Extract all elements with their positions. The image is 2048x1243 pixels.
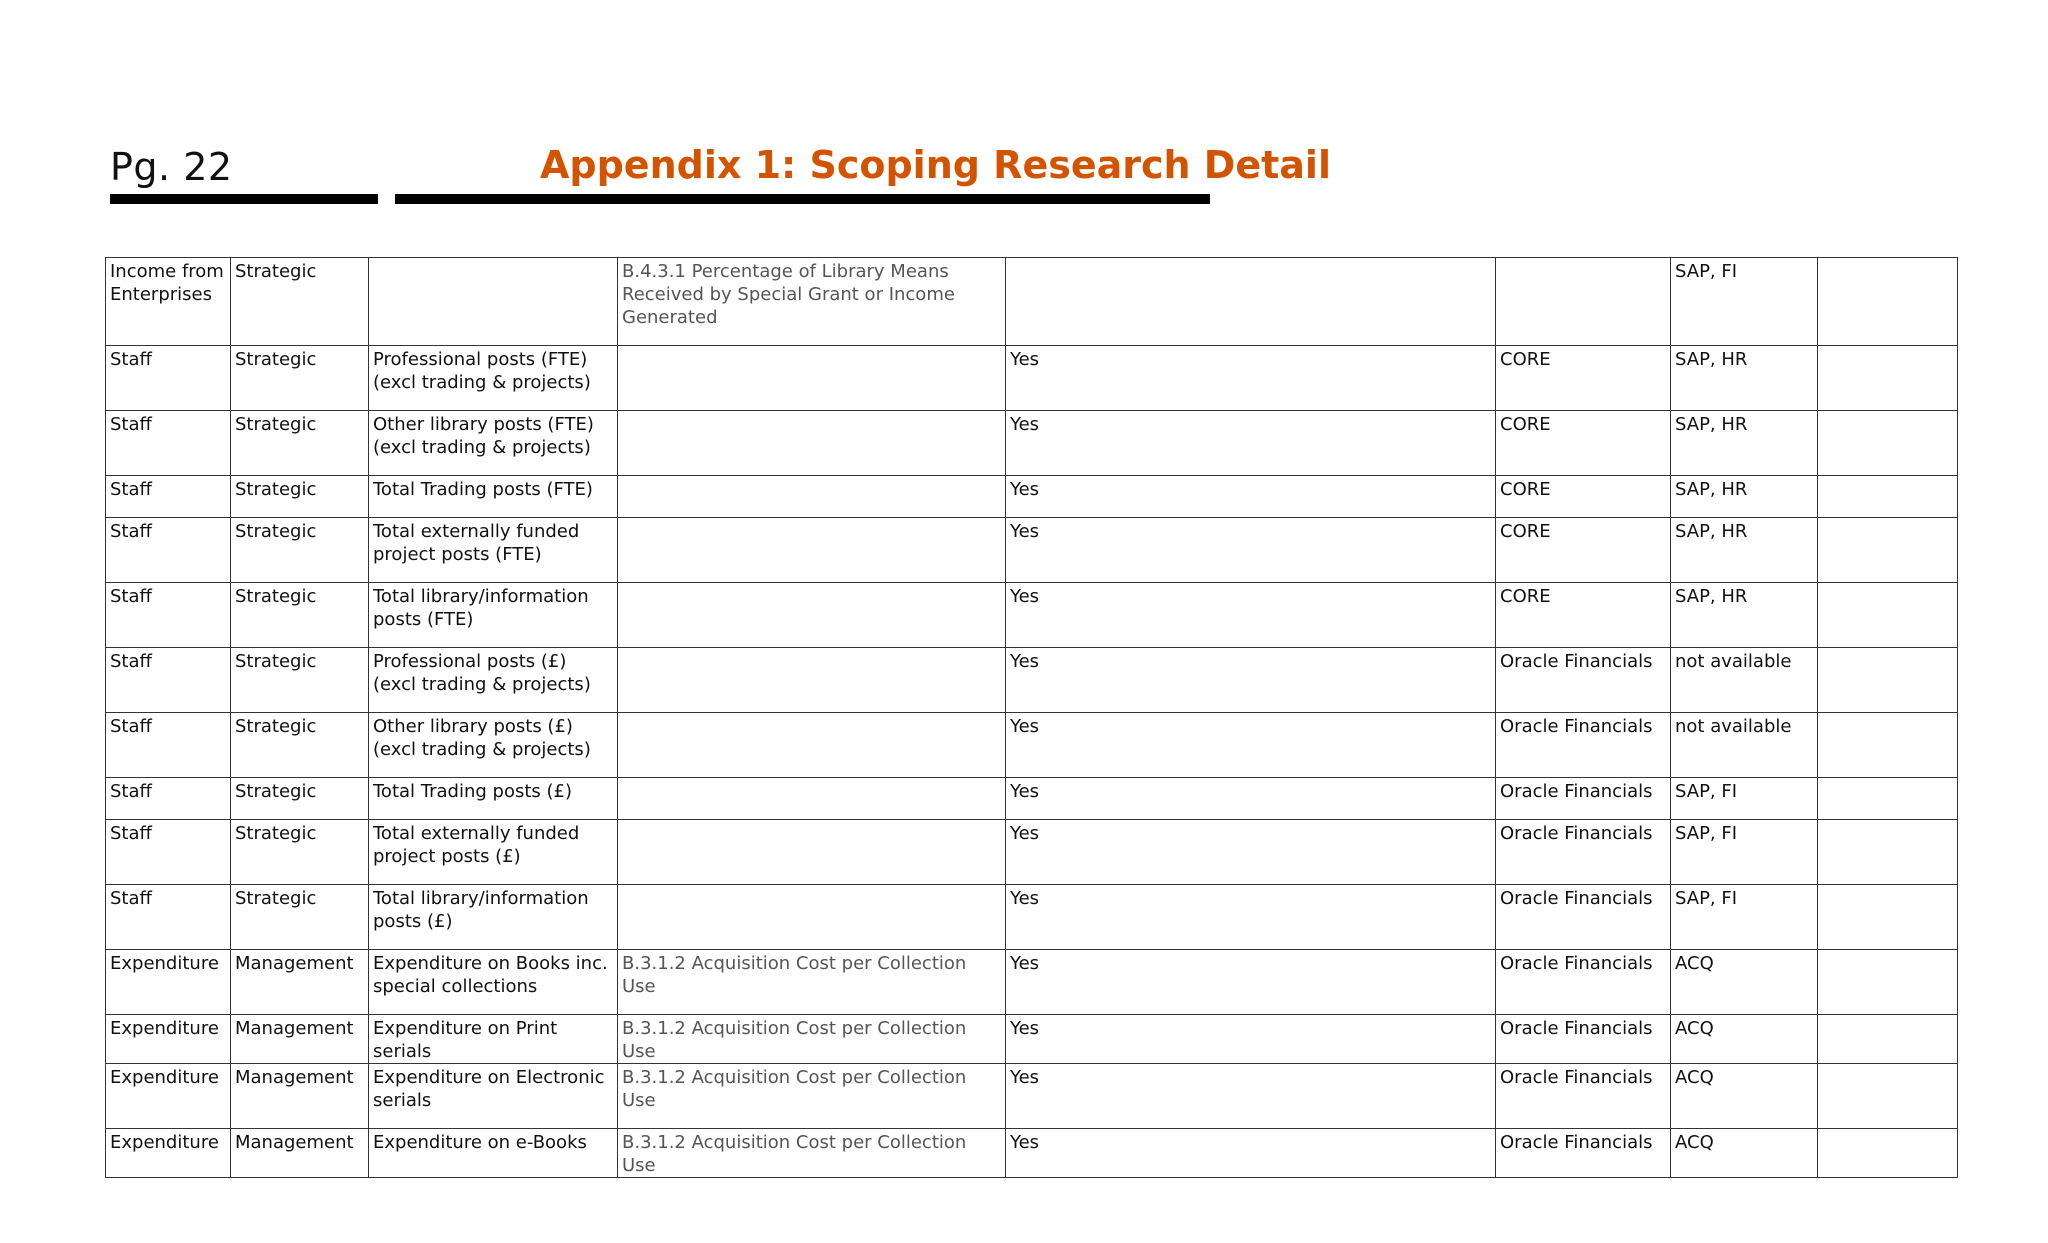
availability-cell: Yes bbox=[1006, 518, 1496, 583]
availability-cell: Yes bbox=[1006, 1015, 1496, 1064]
measure-cell bbox=[618, 518, 1006, 583]
type-cell: Strategic bbox=[231, 346, 369, 411]
table-row bbox=[106, 583, 1958, 648]
measure-cell bbox=[618, 346, 1006, 411]
source-cell: Oracle Financials bbox=[1496, 950, 1671, 1015]
type-cell: Strategic bbox=[231, 648, 369, 713]
indicator-cell: Total Trading posts (FTE) bbox=[369, 476, 618, 518]
system-cell: SAP, HR bbox=[1671, 476, 1818, 518]
type-cell: Strategic bbox=[231, 885, 369, 950]
measure-cell: B.3.1.2 Acquisition Cost per Collection Use bbox=[618, 1064, 1006, 1129]
table-row bbox=[106, 648, 1958, 713]
notes-cell bbox=[1818, 476, 1958, 518]
system-cell: SAP, HR bbox=[1671, 411, 1818, 476]
source-cell: Oracle Financials bbox=[1496, 648, 1671, 713]
category-cell: Staff bbox=[106, 346, 231, 411]
type-cell: Strategic bbox=[231, 518, 369, 583]
availability-cell: Yes bbox=[1006, 1129, 1496, 1178]
indicator-cell: Total Trading posts (£) bbox=[369, 778, 618, 820]
availability-cell: Yes bbox=[1006, 648, 1496, 713]
notes-cell bbox=[1818, 1129, 1958, 1178]
source-cell: Oracle Financials bbox=[1496, 820, 1671, 885]
indicator-cell: Total externally funded project posts (FTE) bbox=[369, 518, 618, 583]
source-cell: CORE bbox=[1496, 346, 1671, 411]
category-cell: Staff bbox=[106, 820, 231, 885]
system-cell: ACQ bbox=[1671, 1129, 1818, 1178]
availability-cell: Yes bbox=[1006, 346, 1496, 411]
notes-cell bbox=[1818, 950, 1958, 1015]
measure-cell: B.3.1.2 Acquisition Cost per Collection Use bbox=[618, 1015, 1006, 1064]
category-cell: Staff bbox=[106, 648, 231, 713]
system-cell: ACQ bbox=[1671, 1064, 1818, 1129]
measure-cell: B.3.1.2 Acquisition Cost per Collection Use bbox=[618, 1129, 1006, 1178]
system-cell: SAP, FI bbox=[1671, 778, 1818, 820]
table-row bbox=[106, 476, 1958, 518]
indicator-cell: Expenditure on Electronic serials bbox=[369, 1064, 618, 1129]
category-cell: Staff bbox=[106, 411, 231, 476]
source-cell: Oracle Financials bbox=[1496, 713, 1671, 778]
notes-cell bbox=[1818, 1015, 1958, 1064]
source-cell: Oracle Financials bbox=[1496, 778, 1671, 820]
availability-cell: Yes bbox=[1006, 1064, 1496, 1129]
source-cell: Oracle Financials bbox=[1496, 1129, 1671, 1178]
source-cell: Oracle Financials bbox=[1496, 885, 1671, 950]
table-row bbox=[106, 1015, 1958, 1064]
type-cell: Management bbox=[231, 1015, 369, 1064]
availability-cell bbox=[1006, 258, 1496, 346]
indicator-cell: Total library/information posts (£) bbox=[369, 885, 618, 950]
table-row bbox=[106, 778, 1958, 820]
measure-cell: B.3.1.2 Acquisition Cost per Collection Use bbox=[618, 950, 1006, 1015]
availability-cell: Yes bbox=[1006, 778, 1496, 820]
system-cell: SAP, HR bbox=[1671, 583, 1818, 648]
indicator-cell: Expenditure on Books inc. special collections bbox=[369, 950, 618, 1015]
source-cell: Oracle Financials bbox=[1496, 1015, 1671, 1064]
notes-cell bbox=[1818, 820, 1958, 885]
type-cell: Strategic bbox=[231, 778, 369, 820]
availability-cell: Yes bbox=[1006, 476, 1496, 518]
notes-cell bbox=[1818, 713, 1958, 778]
type-cell: Management bbox=[231, 1064, 369, 1129]
measure-cell bbox=[618, 476, 1006, 518]
table-row bbox=[106, 1129, 1958, 1178]
header-rule-left bbox=[110, 194, 378, 204]
indicator-cell: Other library posts (£) (excl trading & projects) bbox=[369, 713, 618, 778]
indicator-cell: Total externally funded project posts (£) bbox=[369, 820, 618, 885]
type-cell: Strategic bbox=[231, 820, 369, 885]
table-row bbox=[106, 820, 1958, 885]
source-cell: Oracle Financials bbox=[1496, 1064, 1671, 1129]
measure-cell: B.4.3.1 Percentage of Library Means Received by Special Grant or Income Generated bbox=[618, 258, 1006, 346]
table-row bbox=[106, 346, 1958, 411]
measure-cell bbox=[618, 713, 1006, 778]
category-cell: Staff bbox=[106, 778, 231, 820]
type-cell: Strategic bbox=[231, 583, 369, 648]
source-cell: CORE bbox=[1496, 476, 1671, 518]
system-cell: SAP, FI bbox=[1671, 258, 1818, 346]
measure-cell bbox=[618, 648, 1006, 713]
type-cell: Strategic bbox=[231, 411, 369, 476]
notes-cell bbox=[1818, 648, 1958, 713]
category-cell: Expenditure bbox=[106, 1064, 231, 1129]
table-row bbox=[106, 950, 1958, 1015]
notes-cell bbox=[1818, 518, 1958, 583]
notes-cell bbox=[1818, 778, 1958, 820]
table-row bbox=[106, 411, 1958, 476]
availability-cell: Yes bbox=[1006, 411, 1496, 476]
system-cell: SAP, FI bbox=[1671, 885, 1818, 950]
system-cell: not available bbox=[1671, 648, 1818, 713]
type-cell: Management bbox=[231, 950, 369, 1015]
category-cell: Staff bbox=[106, 583, 231, 648]
availability-cell: Yes bbox=[1006, 885, 1496, 950]
table-body bbox=[106, 258, 1958, 1178]
measure-cell bbox=[618, 583, 1006, 648]
type-cell: Strategic bbox=[231, 258, 369, 346]
availability-cell: Yes bbox=[1006, 820, 1496, 885]
notes-cell bbox=[1818, 258, 1958, 346]
system-cell: ACQ bbox=[1671, 1015, 1818, 1064]
system-cell: SAP, HR bbox=[1671, 518, 1818, 583]
source-cell: CORE bbox=[1496, 411, 1671, 476]
category-cell: Expenditure bbox=[106, 1129, 231, 1178]
type-cell: Strategic bbox=[231, 476, 369, 518]
notes-cell bbox=[1818, 346, 1958, 411]
system-cell: ACQ bbox=[1671, 950, 1818, 1015]
measure-cell bbox=[618, 778, 1006, 820]
indicator-cell: Other library posts (FTE) (excl trading & projects) bbox=[369, 411, 618, 476]
notes-cell bbox=[1818, 885, 1958, 950]
category-cell: Expenditure bbox=[106, 950, 231, 1015]
availability-cell: Yes bbox=[1006, 950, 1496, 1015]
type-cell: Management bbox=[231, 1129, 369, 1178]
page-number: Pg. 22 bbox=[110, 145, 233, 189]
category-cell: Staff bbox=[106, 518, 231, 583]
category-cell: Staff bbox=[106, 713, 231, 778]
indicator-cell: Total library/information posts (FTE) bbox=[369, 583, 618, 648]
scoping-research-table bbox=[105, 257, 1958, 1178]
system-cell: not available bbox=[1671, 713, 1818, 778]
category-cell: Expenditure bbox=[106, 1015, 231, 1064]
system-cell: SAP, HR bbox=[1671, 346, 1818, 411]
indicator-cell: Professional posts (FTE) (excl trading & projects) bbox=[369, 346, 618, 411]
notes-cell bbox=[1818, 411, 1958, 476]
source-cell: CORE bbox=[1496, 518, 1671, 583]
availability-cell: Yes bbox=[1006, 713, 1496, 778]
measure-cell bbox=[618, 820, 1006, 885]
notes-cell bbox=[1818, 1064, 1958, 1129]
category-cell: Staff bbox=[106, 476, 231, 518]
source-cell bbox=[1496, 258, 1671, 346]
measure-cell bbox=[618, 411, 1006, 476]
availability-cell: Yes bbox=[1006, 583, 1496, 648]
table-row bbox=[106, 885, 1958, 950]
notes-cell bbox=[1818, 583, 1958, 648]
category-cell: Income from Enterprises bbox=[106, 258, 231, 346]
page-title: Appendix 1: Scoping Research Detail bbox=[540, 143, 1331, 187]
table-row bbox=[106, 713, 1958, 778]
system-cell: SAP, FI bbox=[1671, 820, 1818, 885]
indicator-cell: Expenditure on e-Books bbox=[369, 1129, 618, 1178]
header-rule-right bbox=[395, 194, 1210, 204]
measure-cell bbox=[618, 885, 1006, 950]
type-cell: Strategic bbox=[231, 713, 369, 778]
indicator-cell: Expenditure on Print serials bbox=[369, 1015, 618, 1064]
table-row bbox=[106, 258, 1958, 346]
category-cell: Staff bbox=[106, 885, 231, 950]
table-row bbox=[106, 1064, 1958, 1129]
table-row bbox=[106, 518, 1958, 583]
indicator-cell bbox=[369, 258, 618, 346]
source-cell: CORE bbox=[1496, 583, 1671, 648]
indicator-cell: Professional posts (£) (excl trading & projects) bbox=[369, 648, 618, 713]
